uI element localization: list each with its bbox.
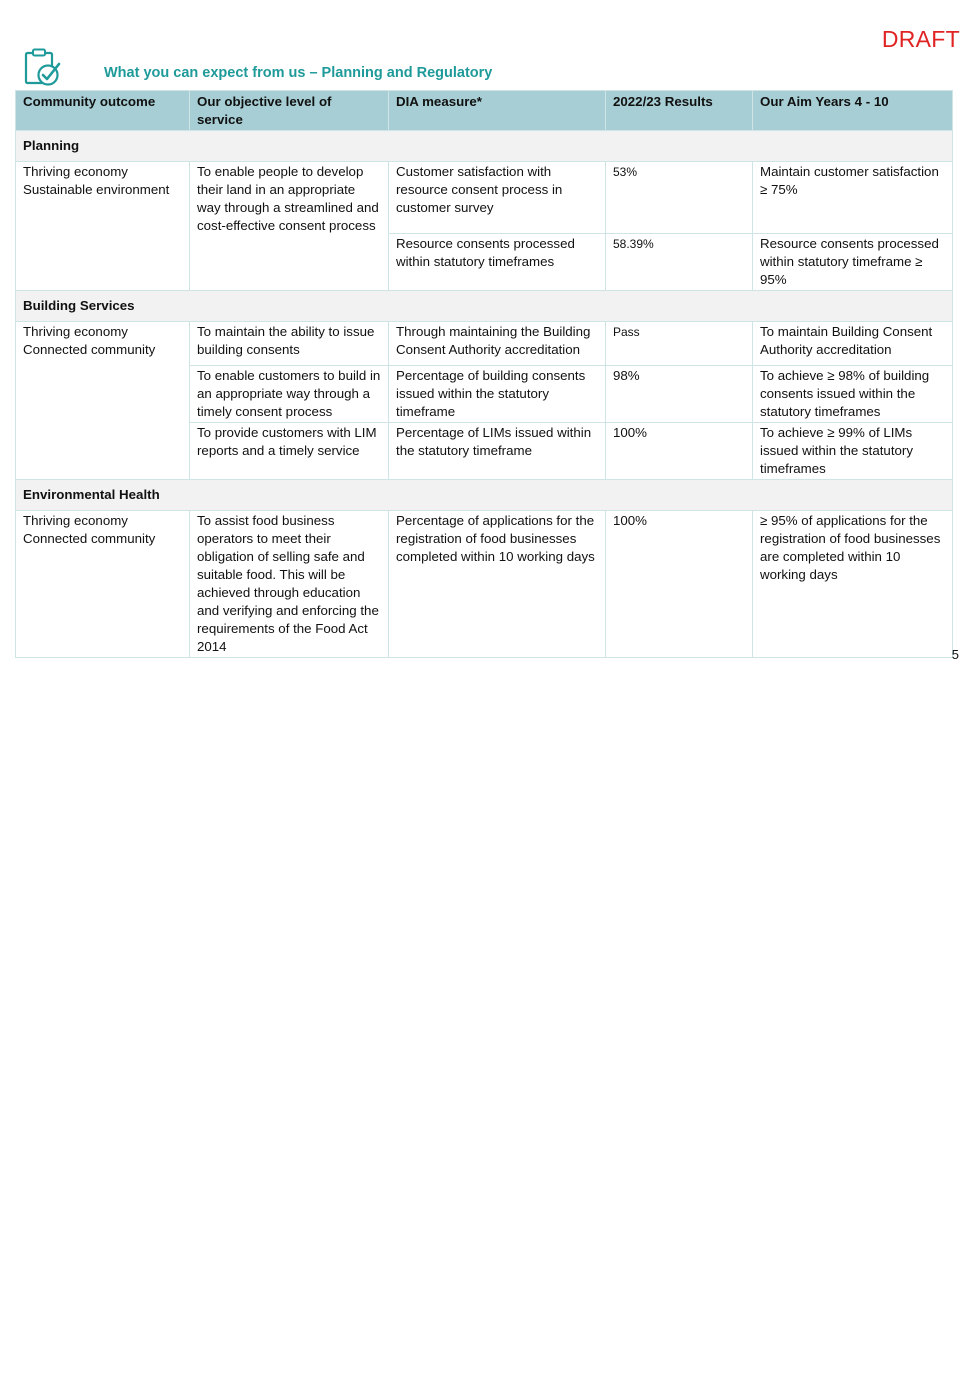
group-title: Building Services	[16, 291, 953, 322]
objective-cell: To maintain the ability to issue building consents	[190, 322, 389, 366]
aim-cell: To maintain Building Consent Authority accreditation	[753, 322, 953, 366]
objective-cell: To assist food business operators to meet their obligation of selling safe and suitable food. This will be achieved through education and verifying and enforcing the requirements of the Food Act 2014	[190, 511, 389, 658]
header-aim: Our Aim Years 4 - 10	[753, 91, 953, 131]
result-cell: 53%	[606, 162, 753, 234]
table-row	[16, 162, 953, 234]
header-community-outcome: Community outcome	[16, 91, 190, 131]
measure-cell: Percentage of LIMs issued within the statutory timeframe	[389, 423, 606, 480]
community-outcome-cell: Thriving economy Connected community	[16, 322, 190, 480]
group-row-planning	[16, 131, 953, 162]
measure-cell: Customer satisfaction with resource consent process in customer survey	[389, 162, 606, 234]
community-outcome-cell: Thriving economy Sustainable environment	[16, 162, 190, 291]
community-outcome-cell: Thriving economy Connected community	[16, 511, 190, 658]
table-row	[16, 511, 953, 658]
result-cell: 58.39%	[606, 234, 753, 291]
header-objective: Our objective level of service	[190, 91, 389, 131]
service-levels-table	[15, 90, 953, 658]
measure-cell: Percentage of building consents issued within the statutory timeframe	[389, 366, 606, 423]
objective-cell: To enable people to develop their land in an appropriate way through a streamlined and cost-effective consent process	[190, 162, 389, 291]
clipboard-check-icon	[24, 47, 62, 87]
table-row	[16, 322, 953, 366]
aim-cell: ≥ 95% of applications for the registration of food businesses are completed within 10 working days	[753, 511, 953, 658]
group-title: Planning	[16, 131, 953, 162]
group-row-environmental-health	[16, 480, 953, 511]
aim-cell: To achieve ≥ 99% of LIMs issued within the statutory timeframes	[753, 423, 953, 480]
measure-cell: Through maintaining the Building Consent Authority accreditation	[389, 322, 606, 366]
aim-cell: Resource consents processed within statutory timeframe ≥ 95%	[753, 234, 953, 291]
draft-watermark: DRAFT	[881, 26, 960, 52]
header-dia-measure: DIA measure*	[389, 91, 606, 131]
page-number: 5	[951, 647, 959, 662]
header-results: 2022/23 Results	[606, 91, 753, 131]
section-title: What you can expect from us – Planning and Regulatory	[104, 65, 493, 81]
result-cell: 100%	[606, 511, 753, 658]
table-header-row	[16, 91, 953, 131]
result-cell: 98%	[606, 366, 753, 423]
group-title: Environmental Health	[16, 480, 953, 511]
measure-cell: Resource consents processed within statutory timeframes	[389, 234, 606, 291]
measure-cell: Percentage of applications for the registration of food businesses completed within 10 working days	[389, 511, 606, 658]
objective-cell: To enable customers to build in an appropriate way through a timely consent process	[190, 366, 389, 423]
objective-cell: To provide customers with LIM reports and a timely service	[190, 423, 389, 480]
aim-cell: To achieve ≥ 98% of building consents issued within the statutory timeframes	[753, 366, 953, 423]
result-cell: 100%	[606, 423, 753, 480]
aim-cell: Maintain customer satisfaction ≥ 75%	[753, 162, 953, 234]
result-cell: Pass	[606, 322, 753, 366]
group-row-building-services	[16, 291, 953, 322]
